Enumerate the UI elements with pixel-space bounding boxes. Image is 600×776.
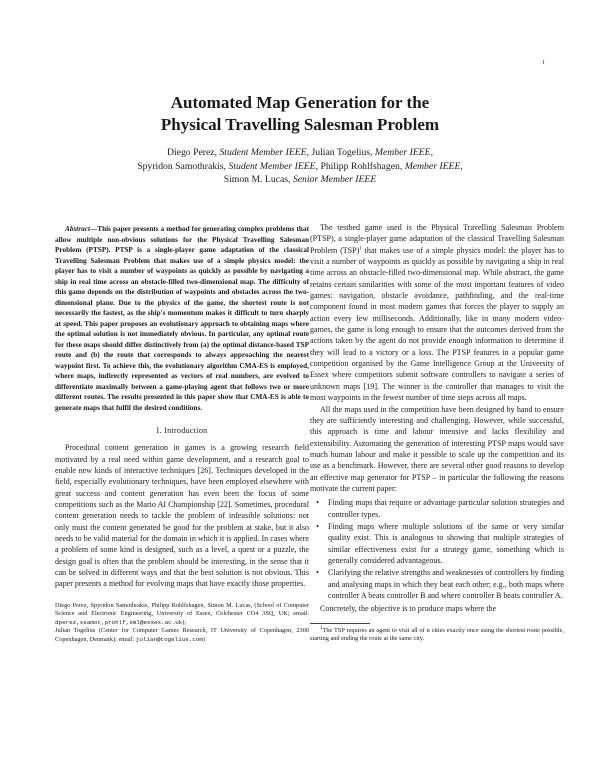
abstract-label: Abstract xyxy=(65,225,90,233)
paper-title xyxy=(40,92,560,136)
page-number: 1 xyxy=(542,60,545,66)
affiliation-itu: Julian Togelius (Center for Computer Games Research, IT University of Copenhagen, 2300 Copenhagen, Denmark); email: julian@togelius.com) xyxy=(55,627,309,643)
title-line-2: Physical Travelling Salesman Problem xyxy=(160,115,440,134)
author-line-1: Diego Perez, Student Member IEEE, Julian Togelius, Member IEEE, xyxy=(166,147,434,158)
affiliation-essex: Diego Perez, Spyridon Samothrakis, Philipp Rohlfshagen, Simon M. Lucas, (School of Computer Science and Electronic Engineering, University of Essex, Colchester CO4 3SQ, UK; email: dperez,ssamot,prohlf,sml@essex.ac.uk); xyxy=(55,601,309,626)
abstract xyxy=(55,224,309,413)
title-block xyxy=(40,92,560,187)
author-line-2: Spyridon Samothrakis, Student Member IEEE, Philipp Rohlfshagen, Member IEEE, xyxy=(137,160,463,172)
list-item: • Finding maps where multiple solutions of the same or very similar quality exist. This is analogous to showing that multiple strategies of similar effectiveness exist for a strategy game, something which is generally considered advantageous. xyxy=(316,521,564,565)
author-affiliations xyxy=(55,602,309,645)
section-heading-introduction: I. Introduction xyxy=(156,426,208,435)
right-column xyxy=(310,222,564,643)
list-item: • Clarifying the relative strengths and weaknesses of controllers by finding and analysing maps in which they beat each other; e.g., both maps where controller A beats controller B and where controller B beats controller A. xyxy=(316,568,564,600)
objective-paragraph: Concretely, the objective is to produce maps where the xyxy=(320,604,497,614)
author-line-3: Simon M. Lucas, Senior Member IEEE xyxy=(223,174,377,185)
motivation-list xyxy=(310,497,564,601)
list-item: • Finding maps that require or advantage particular solution strategies and controller types. xyxy=(316,498,564,519)
footnote: $^1$The TSP requires an agent to visit all of n cities exactly once using the shortest route possible, starting and ending the route at the same city. xyxy=(310,625,564,642)
abstract-text: —This paper presents a method for generating complex problems that allow multiple non-obvious solutions for the Physical Travelling Salesman Problem (PTSP). PTSP is a single-player game adaptation of the classical Travelling Salesman Problem that makes use of a simple physics model: the player has to visit a number of waypoints as quickly as possible by navigating a ship in real time across an obstacle-filled two-dimensional map. The difficulty of this game depends on the distribution of waypoints and obstacles across the two-dimensional plane. Due to the physics of the game, the shortest route is not necessarily the fastest, as the ship's momentum makes it difficult to turn sharply at speed. This paper proposes an evolutionary approach to obtaining maps where the optimal solution is not immediately obvious. In particular, any optimal route for these maps should differ distinctively from (a) the optimal distance-based TSP route and (b) the route that corresponds to always approaching the nearest waypoint first. To achieve this, the evolutionary algorithm CMA-ES is employed, where maps, indirectly represented as vectors of real numbers, are evolved to differentiate maximally between a game-playing agent that follows two or more different routes. The results presented in this paper show that CMA-ES is able to generate maps that fulfil the desired conditions. xyxy=(55,225,309,412)
motivation-paragraph: All the maps used in the competition have been designed by hand to ensure they are sufficiently interesting and challenging. However, while successful, this approach is time and labour intensive and lacks flexibility and extensibility. Automating the generation of interesting PTSP maps would save much human labour and make it possible to scale up the competition and its use as a benchmark. However, there are several other good reasons to develop an effective map generator for PTSP – in particular the following the reasons motivate the current paper: xyxy=(310,404,564,493)
intro-paragraph: Procedural content generation in games is a growing research field motivated by a real need within game development, and a research goal to enable new kinds of interactive techniques [26]. Techniques developed in the field, especially evolutionary techniques, have been employed elsewhere with great success and content generation has even been the focus of some competitions such as the Mario AI Championship [22]. Sometimes, procedural content generation needs to tackle the problem of infeasible solutions: not only must the content generated be good for the problem at stake, but it also needs to be valid material for the domain in which it is applied. In cases where a problem of some kind is designed, such as a level, a quest or a puzzle, the design goal is often that the problem should be interesting, in the sense that it can be solved in different ways and that the best solution is not obvious. This paper presents a method for evolving maps that have exactly those properties. xyxy=(55,443,309,589)
title-line-1: Automated Map Generation for the xyxy=(170,93,430,112)
author-list xyxy=(40,146,560,187)
footnote-divider xyxy=(310,623,370,624)
left-column xyxy=(55,224,309,644)
footnote-ref[interactable]: 1 xyxy=(359,246,362,252)
email-essex[interactable]: dperez,ssamot,prohlf,sml@essex.ac.uk xyxy=(55,618,183,626)
email-togelius[interactable]: julian@togelius.com xyxy=(135,635,203,643)
ptsp-paragraph: The testbed game used is the Physical Travelling Salesman Problem (PTSP), a single-player game adaptation of the classical Travelling Salesman Problem (TSP)$^1$ that makes use of a simple physics model: the player has to visit a number of waypoints as quickly as possible by navigating a ship in real time across an obstacle-filled two-dimensional map. While abstract, the game retains certain similarities with some of the most important features of video games: navigation, obstacle avoidance, pathfinding, and the real-time component found in most modern games that forces the player to supply an action every few milliseconds. Additionally, like in many modern video-games, the game is long enough to ensure that the outcomes derived from the actions taken by the agent do not provide enough information to determine if they will lead to a victory or a loss. The PTSP features in a popular game competition organised by the Game Intelligence Group at the University of Essex where competitors submit software controllers to navigate a series of unknown maps [19]. The winner is the controller that manages to visit the most waypoints in the fewest number of time steps across all maps. xyxy=(310,223,564,403)
